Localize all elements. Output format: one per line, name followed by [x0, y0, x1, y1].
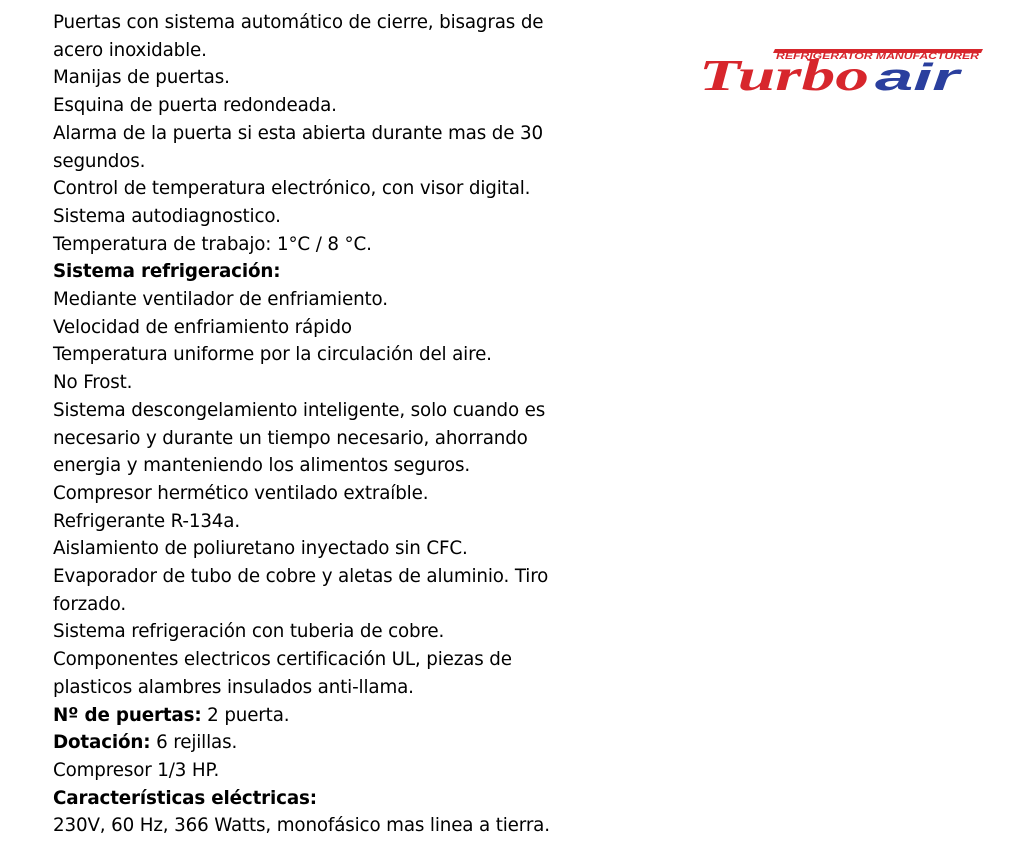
- spec-line-text: Temperatura de trabajo: 1°C / 8 °C.: [53, 233, 372, 255]
- spec-line-text: acero inoxidable.: [53, 39, 207, 61]
- spec-line: [53, 452, 613, 480]
- spec-line-heading: Dotación:: [53, 732, 151, 754]
- spec-line-heading: Sistema refrigeración:: [53, 261, 281, 283]
- spec-line: [53, 785, 613, 813]
- spec-line-text: 2 puerta.: [201, 704, 290, 726]
- spec-line: [53, 508, 613, 536]
- spec-line: [53, 591, 613, 619]
- logo-tagline: REFRIGERATOR MANUFACTURER: [776, 51, 980, 61]
- spec-line: [53, 729, 613, 757]
- spec-line-text: 6 rejillas.: [150, 732, 238, 754]
- spec-line-text: Manijas de puertas.: [53, 67, 230, 89]
- spec-line: [53, 563, 613, 591]
- logo-air: air: [875, 57, 963, 96]
- spec-line-text: Velocidad de enfriamiento rápido: [53, 316, 352, 338]
- spec-line: [53, 92, 613, 120]
- spec-line: [53, 369, 613, 397]
- spec-line: [53, 37, 613, 65]
- spec-line-text: Compresor 1/3 HP.: [53, 759, 220, 781]
- spec-line: [53, 175, 613, 203]
- spec-line: [53, 397, 613, 425]
- spec-line: [53, 341, 613, 369]
- spec-line-text: Sistema autodiagnostico.: [53, 205, 281, 227]
- spec-line-text: Esquina de puerta redondeada.: [53, 95, 337, 117]
- spec-line-text: Mediante ventilador de enfriamiento.: [53, 289, 388, 311]
- spec-line-text: plasticos alambres insulados anti-llama.: [53, 676, 414, 698]
- spec-line: [53, 425, 613, 453]
- spec-line-text: Aislamiento de poliuretano inyectado sin CFC.: [53, 538, 468, 560]
- spec-line-text: Componentes electricos certificación UL, piezas de: [53, 649, 512, 671]
- spec-line-text: segundos.: [53, 150, 146, 172]
- spec-line-text: Sistema descongelamiento inteligente, solo cuando es: [53, 399, 546, 421]
- spec-line-heading: Características eléctricas:: [53, 787, 317, 809]
- spec-line: [53, 64, 613, 92]
- spec-line: [53, 286, 613, 314]
- spec-line: [53, 535, 613, 563]
- spec-line: [53, 480, 613, 508]
- spec-line-text: necesario y durante un tiempo necesario, ahorrando: [53, 427, 528, 449]
- spec-line: [53, 120, 613, 148]
- spec-line: [53, 618, 613, 646]
- spec-line-text: forzado.: [53, 593, 127, 615]
- spec-line-text: Alarma de la puerta si esta abierta durante mas de 30: [53, 122, 543, 144]
- spec-line: [53, 812, 613, 840]
- spec-line-text: Control de temperatura electrónico, con visor digital.: [53, 178, 531, 200]
- spec-line: [53, 314, 613, 342]
- spec-line-text: Evaporador de tubo de cobre y aletas de aluminio. Tiro: [53, 566, 549, 588]
- spec-line: [53, 702, 613, 730]
- spec-line-text: Temperatura uniforme por la circulación del aire.: [53, 344, 492, 366]
- spec-line-text: 230V, 60 Hz, 366 Watts, monofásico mas linea a tierra.: [53, 815, 550, 837]
- spec-line: [53, 646, 613, 674]
- spec-text: [53, 9, 613, 840]
- spec-line-text: No Frost.: [53, 372, 133, 394]
- spec-line: [53, 757, 613, 785]
- spec-line: [53, 203, 613, 231]
- spec-line: [53, 9, 613, 37]
- spec-line-text: Compresor hermético ventilado extraíble.: [53, 482, 429, 504]
- spec-line-text: Sistema refrigeración con tuberia de cobre.: [53, 621, 445, 643]
- turbo-air-logo: [697, 46, 983, 96]
- spec-line: [53, 231, 613, 259]
- spec-line-text: energia y manteniendo los alimentos seguros.: [53, 455, 471, 477]
- spec-line-text: Refrigerante R-134a.: [53, 510, 241, 532]
- spec-line: [53, 258, 613, 286]
- spec-line-text: Puertas con sistema automático de cierre, bisagras de: [53, 12, 544, 33]
- spec-line: [53, 148, 613, 176]
- logo-turbo: Turbo: [699, 51, 869, 96]
- spec-line-heading: Nº de puertas:: [53, 704, 202, 726]
- spec-line: [53, 674, 613, 702]
